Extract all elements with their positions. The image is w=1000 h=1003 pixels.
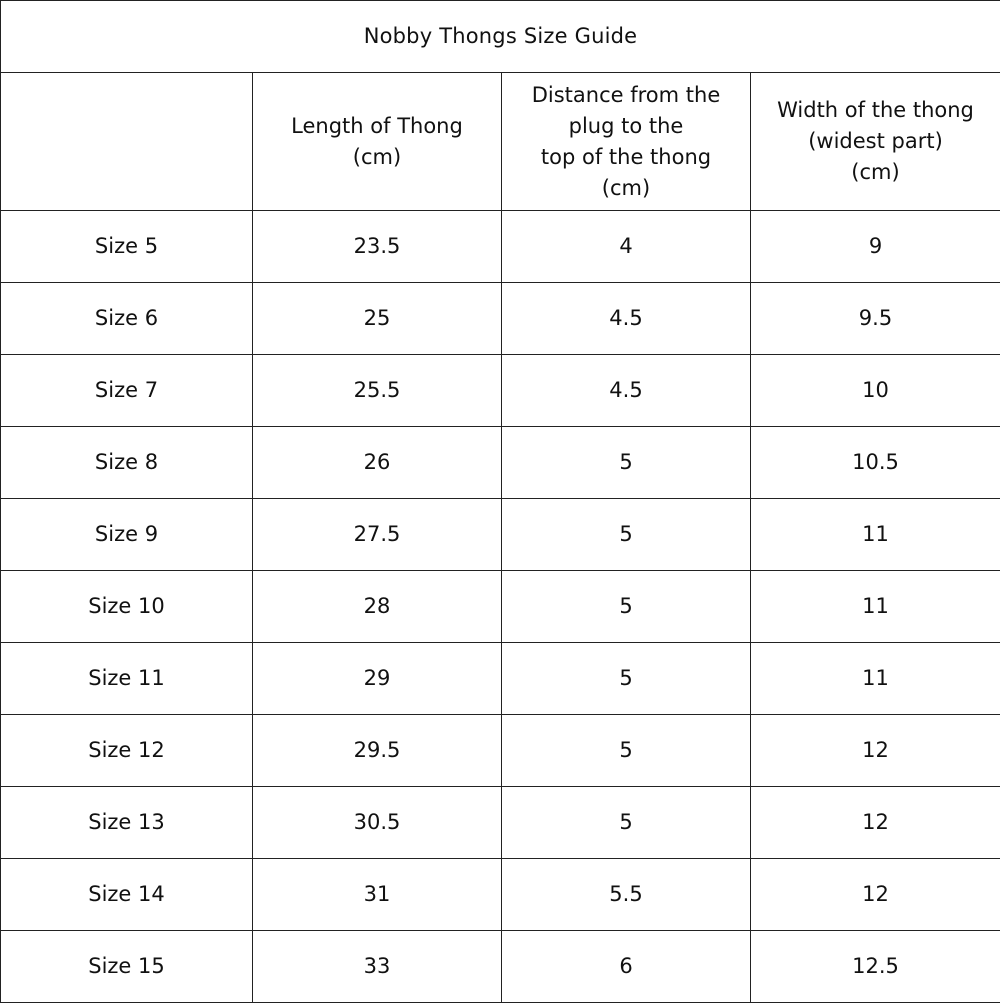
header-plug-line: Distance from the [510,80,742,111]
header-length-line: (cm) [261,142,493,173]
table-row [1,427,1000,499]
header-row [1,73,1000,211]
table-row [1,211,1000,283]
table-row [1,787,1000,859]
length-cell: 31 [253,859,502,931]
size-cell: Size 6 [1,283,253,355]
plug-to-top-cell: 4.5 [502,283,751,355]
plug-to-top-cell: 5 [502,643,751,715]
header-plug-line: (cm) [510,173,742,204]
table-row [1,499,1000,571]
table-row [1,283,1000,355]
width-cell: 11 [751,643,1000,715]
plug-to-top-cell: 5 [502,715,751,787]
width-cell: 12.5 [751,931,1000,1003]
length-cell: 33 [253,931,502,1003]
table-row [1,931,1000,1003]
size-cell: Size 5 [1,211,253,283]
size-cell: Size 13 [1,787,253,859]
title-row [1,1,1000,73]
width-cell: 9 [751,211,1000,283]
length-cell: 30.5 [253,787,502,859]
header-plug-line: plug to the [510,111,742,142]
table-row [1,643,1000,715]
table-row [1,859,1000,931]
length-cell: 25.5 [253,355,502,427]
table-row [1,571,1000,643]
width-cell: 11 [751,499,1000,571]
plug-to-top-cell: 6 [502,931,751,1003]
width-cell: 12 [751,787,1000,859]
length-cell: 26 [253,427,502,499]
header-width-line: (widest part) [759,126,992,157]
plug-to-top-cell: 5 [502,787,751,859]
plug-to-top-cell: 4 [502,211,751,283]
length-cell: 28 [253,571,502,643]
plug-to-top-cell: 5 [502,571,751,643]
header-length [253,73,502,211]
width-cell: 12 [751,715,1000,787]
width-cell: 10.5 [751,427,1000,499]
length-cell: 25 [253,283,502,355]
size-cell: Size 9 [1,499,253,571]
table-title: Nobby Thongs Size Guide [1,1,1000,73]
width-cell: 10 [751,355,1000,427]
size-cell: Size 15 [1,931,253,1003]
size-cell: Size 11 [1,643,253,715]
header-width-line: Width of the thong [759,95,992,126]
size-cell: Size 7 [1,355,253,427]
size-cell: Size 8 [1,427,253,499]
header-size [1,73,253,211]
length-cell: 23.5 [253,211,502,283]
width-cell: 11 [751,571,1000,643]
size-cell: Size 14 [1,859,253,931]
width-cell: 12 [751,859,1000,931]
length-cell: 29 [253,643,502,715]
length-cell: 29.5 [253,715,502,787]
header-plug-to-top [502,73,751,211]
plug-to-top-cell: 5 [502,427,751,499]
table-row [1,715,1000,787]
length-cell: 27.5 [253,499,502,571]
width-cell: 9.5 [751,283,1000,355]
header-width-line: (cm) [759,157,992,188]
plug-to-top-cell: 4.5 [502,355,751,427]
header-plug-line: top of the thong [510,142,742,173]
plug-to-top-cell: 5.5 [502,859,751,931]
header-width [751,73,1000,211]
table-row [1,355,1000,427]
plug-to-top-cell: 5 [502,499,751,571]
size-cell: Size 12 [1,715,253,787]
size-cell: Size 10 [1,571,253,643]
header-length-line: Length of Thong [261,111,493,142]
